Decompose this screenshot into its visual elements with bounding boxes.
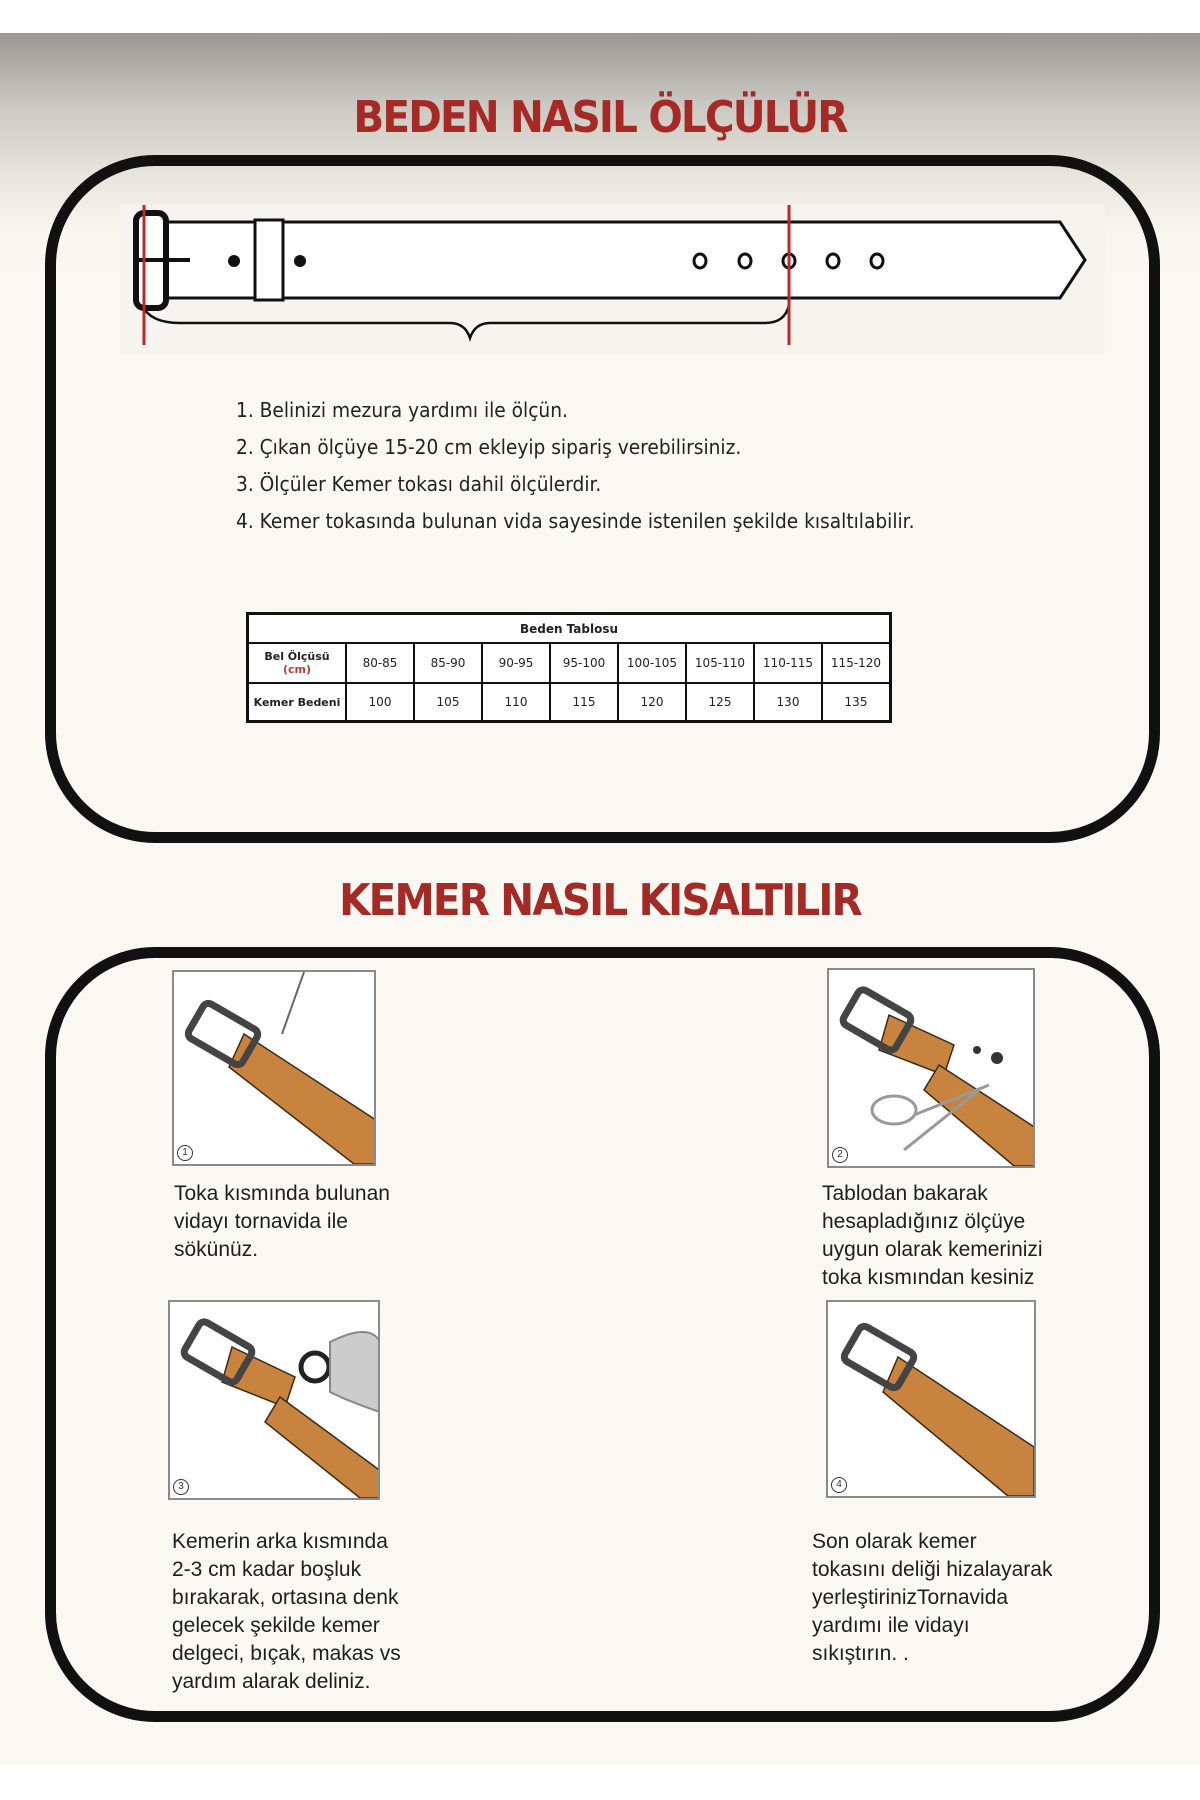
- belt-size-label: Kemer Bedeni: [248, 683, 347, 722]
- waist-cell: 100-105: [618, 643, 686, 683]
- waist-cell: 80-85: [346, 643, 414, 683]
- step-number-badge: 3: [173, 1479, 189, 1495]
- waist-cell: 105-110: [686, 643, 754, 683]
- instruction-1: 1. Belinizi mezura yardımı ile ölçün.: [236, 398, 568, 422]
- belt-buckle-icon: [174, 972, 374, 1164]
- step-number-badge: 4: [831, 1477, 847, 1493]
- waist-cell: 90-95: [482, 643, 550, 683]
- section-title-measure: BEDEN NASIL ÖLÇÜLÜR: [353, 92, 847, 143]
- waist-label: Bel Ölçüsü (cm): [248, 643, 347, 683]
- belt-size-cell: 110: [482, 683, 550, 722]
- instruction-3: 3. Ölçüler Kemer tokası dahil ölçülerdir.: [236, 472, 602, 496]
- table-row-waist: [248, 643, 891, 683]
- instruction-2: 2. Çıkan ölçüye 15-20 cm ekleyip sipariş verebilirsiniz.: [236, 435, 742, 459]
- waist-cell: 85-90: [414, 643, 482, 683]
- waist-cell: 95-100: [550, 643, 618, 683]
- step-3-text: Kemerin arka kısmında 2-3 cm kadar boşluk bırakarak, ortasına denk gelecek şekilde kemer delgeci, bıçak, makas vs yardım alarak deliniz.: [172, 1530, 401, 1693]
- table-row-belt-size: [248, 683, 891, 722]
- hole-punch-icon: [170, 1302, 378, 1498]
- belt-size-cell: 105: [414, 683, 482, 722]
- belt-size-cell: 125: [686, 683, 754, 722]
- instruction-4: 4. Kemer tokasında bulunan vida sayesinde istenilen şekilde kısaltılabilir.: [236, 509, 915, 533]
- belt-diagram: [120, 205, 1105, 355]
- belt-size-cell: 100: [346, 683, 414, 722]
- waist-cell: 115-120: [822, 643, 891, 683]
- section-title-shorten: KEMER NASIL KISALTILIR: [339, 875, 861, 926]
- step-number-badge: 2: [832, 1147, 848, 1163]
- scissors-cut-icon: [829, 970, 1033, 1166]
- step-number-badge: 1: [177, 1145, 193, 1161]
- belt-buckle-icon: [828, 1302, 1034, 1496]
- size-table-caption: Beden Tablosu: [248, 614, 891, 644]
- step-4-text: Son olarak kemer tokasını deliği hizalayarak yerleştirinizTornavida yardımı ile vidayı sıkıştırın. .: [812, 1530, 1053, 1665]
- step-4-image: [826, 1300, 1036, 1498]
- belt-size-cell: 120: [618, 683, 686, 722]
- belt-size-cell: 135: [822, 683, 891, 722]
- step-1-image: [172, 970, 376, 1166]
- size-table: [246, 612, 892, 723]
- measure-instructions: [236, 392, 915, 540]
- belt-outline-icon: [120, 205, 1105, 355]
- step-1-text: Toka kısmında bulunan vidayı tornavida ile sökünüz.: [174, 1182, 390, 1261]
- belt-size-cell: 115: [550, 683, 618, 722]
- waist-cell: 110-115: [754, 643, 822, 683]
- belt-size-cell: 130: [754, 683, 822, 722]
- step-2-text: Tablodan bakarak hesapladığınız ölçüye uygun olarak kemerinizi toka kısmından kesiniz: [822, 1182, 1043, 1289]
- step-3-image: [168, 1300, 380, 1500]
- step-2-image: [827, 968, 1035, 1168]
